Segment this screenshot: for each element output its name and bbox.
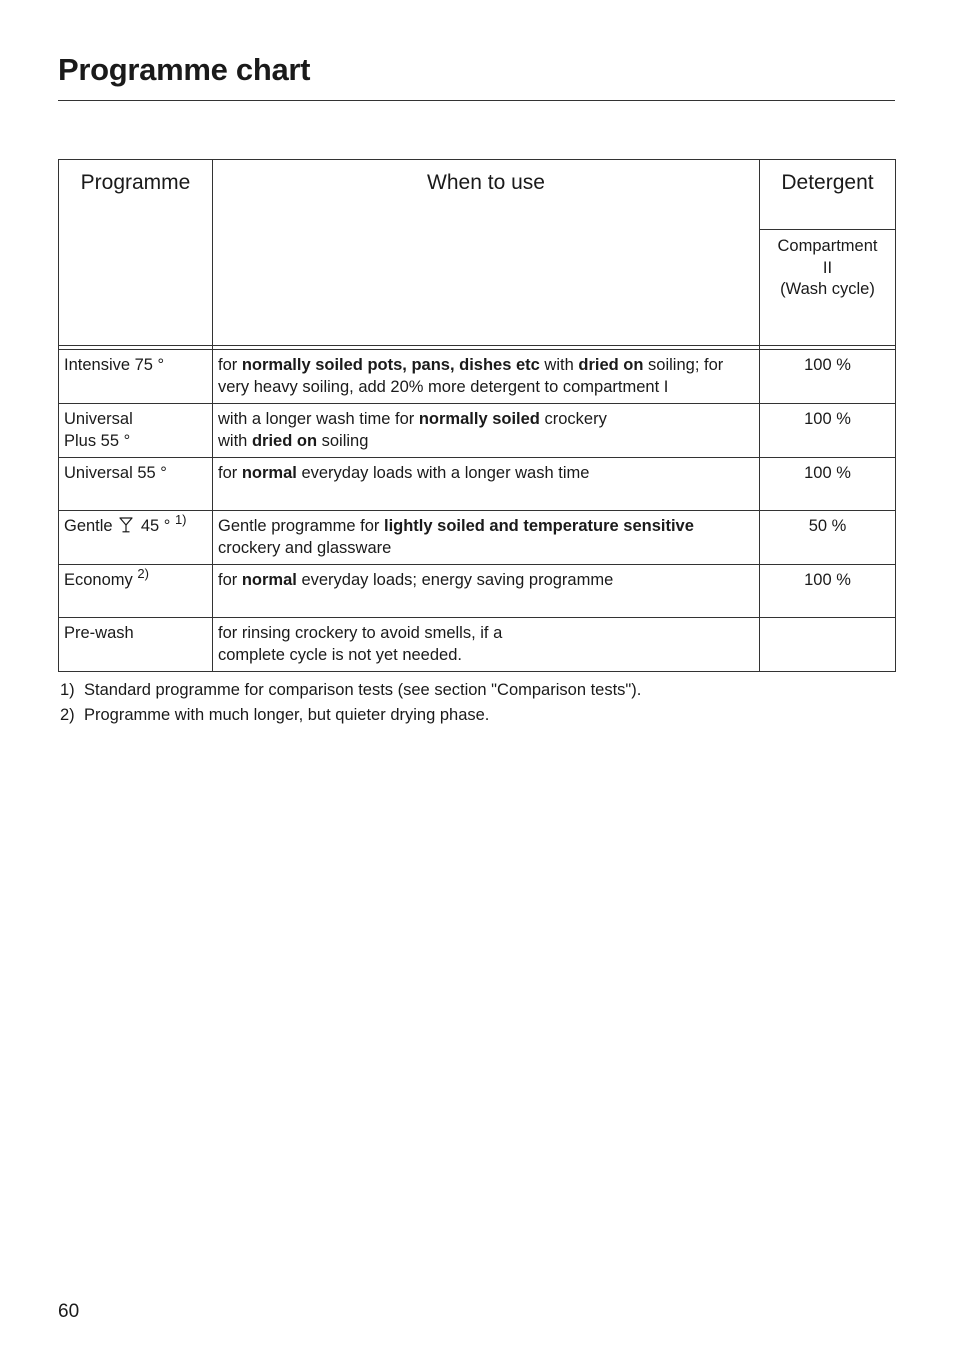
table-header-row: [59, 160, 896, 230]
body-text: everyday loads; energy saving programme: [296, 571, 614, 589]
programme-temp: 45 °: [140, 517, 171, 535]
header-when-to-use: When to use: [213, 160, 760, 346]
programme-cell: [59, 404, 213, 458]
detergent-cell: 100 %: [760, 565, 896, 618]
body-text: soiling: [317, 432, 369, 450]
detergent-cell: 100 %: [760, 458, 896, 511]
emphasis-text: lightly soiled and temperature sensitive: [383, 517, 694, 535]
footnote-item: [60, 703, 641, 728]
when-to-use-cell: [213, 404, 760, 458]
footnotes: [60, 678, 641, 728]
body-text: crockery and glassware: [218, 539, 392, 557]
footnote-ref: 2): [137, 565, 149, 581]
compartment-line2: II: [822, 258, 833, 277]
body-text: everyday loads with a longer wash time: [296, 464, 590, 482]
when-line1: for rinsing crockery to avoid smells, if a: [218, 624, 503, 642]
detergent-cell: [760, 618, 896, 672]
programme-cell: Universal 55 °: [59, 458, 213, 511]
page-title: Programme chart: [58, 52, 311, 87]
detergent-cell: 50 %: [760, 511, 896, 565]
when-to-use-cell: [213, 618, 760, 672]
compartment-line1: Compartment: [777, 237, 878, 255]
programme-name: Gentle: [64, 517, 113, 535]
title-divider: [58, 100, 895, 101]
body-text: for: [218, 464, 242, 482]
footnote-ref: 1): [174, 511, 187, 527]
body-text: with: [539, 356, 579, 374]
detergent-cell: 100 %: [760, 404, 896, 458]
table-row: [59, 404, 896, 458]
body-text: for: [218, 571, 242, 589]
detergent-cell: 100 %: [760, 350, 896, 404]
programme-line2: Plus 55 °: [64, 432, 131, 450]
footnote-number: 1): [60, 681, 75, 699]
wine-glass-icon: [119, 517, 133, 533]
page-number: 60: [58, 1301, 80, 1322]
compartment-line3: (Wash cycle): [780, 280, 875, 298]
programme-name: Economy: [64, 571, 133, 589]
programme-cell: Pre-wash: [59, 618, 213, 672]
footnote-text: Standard programme for comparison tests (see section "Comparison tests").: [84, 681, 642, 699]
table-row: [59, 350, 896, 404]
table-row: [59, 565, 896, 618]
programme-cell: [59, 565, 213, 618]
table-row: [59, 511, 896, 565]
table-row: [59, 458, 896, 511]
body-text: with: [218, 432, 252, 450]
programme-table: [58, 159, 896, 672]
programme-line1: Universal: [64, 410, 133, 428]
body-text: for: [218, 356, 242, 374]
header-programme: Programme: [59, 160, 213, 346]
body-text: crockery: [539, 410, 607, 428]
header-detergent: Detergent: [760, 160, 896, 230]
body-text: Gentle programme for: [218, 517, 384, 535]
emphasis-text: normally soiled: [418, 410, 540, 428]
programme-cell: [59, 511, 213, 565]
footnote-item: [60, 678, 641, 703]
header-compartment: [760, 230, 896, 346]
programme-cell: Intensive 75 °: [59, 350, 213, 404]
when-to-use-cell: [213, 350, 760, 404]
emphasis-text: dried on: [578, 356, 644, 374]
when-to-use-cell: [213, 511, 760, 565]
body-text: soiling; for very heavy soiling, add 20% more detergent to compartment I: [218, 356, 724, 396]
when-to-use-cell: [213, 458, 760, 511]
when-to-use-cell: [213, 565, 760, 618]
footnote-text: Programme with much longer, but quieter drying phase.: [84, 706, 490, 724]
table-row: [59, 618, 896, 672]
body-text: with a longer wash time for: [218, 410, 419, 428]
emphasis-text: normal: [241, 464, 297, 482]
footnote-number: 2): [60, 706, 75, 724]
when-line2: complete cycle is not yet needed.: [218, 646, 462, 664]
emphasis-text: dried on: [251, 432, 318, 450]
emphasis-text: normally soiled pots, pans, dishes etc: [241, 356, 540, 374]
emphasis-text: normal: [241, 571, 297, 589]
